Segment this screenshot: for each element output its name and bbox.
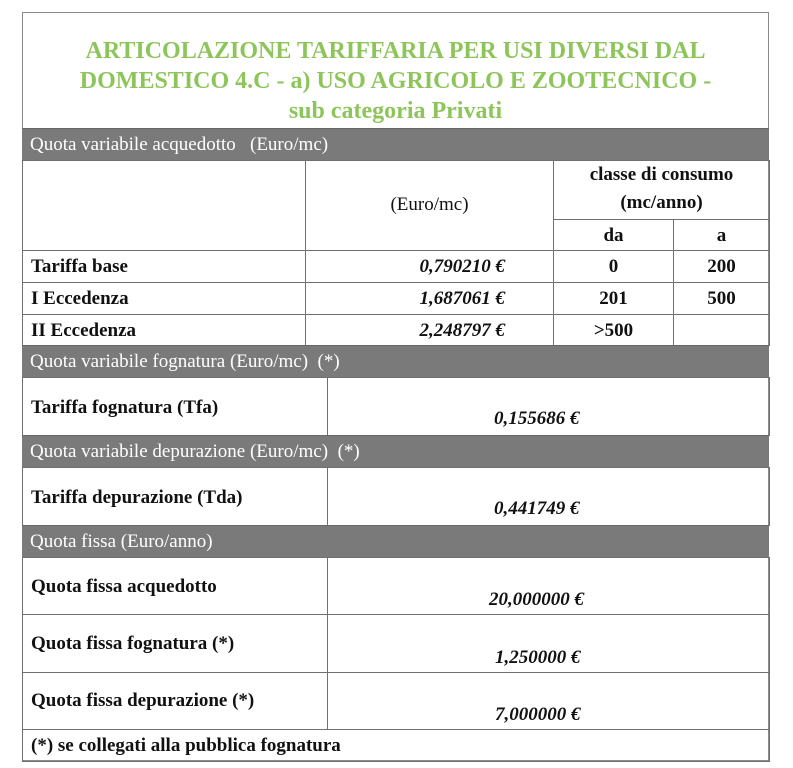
row-label: I Eccedenza <box>31 288 129 309</box>
fissa-label: Quota fissa depurazione (*) <box>31 690 255 711</box>
row-value: 1,687061 € <box>419 288 505 309</box>
fissa-value: 7,000000 € <box>495 704 581 725</box>
fissa-value: 1,250000 € <box>495 647 581 668</box>
header-da: da <box>603 225 624 246</box>
row-a: 200 <box>707 256 736 277</box>
row-da: 201 <box>599 288 628 309</box>
header-unit-cell <box>305 160 554 251</box>
row-value: 2,248797 € <box>419 320 505 341</box>
table-row-value-cell <box>305 282 554 315</box>
header-empty-cell <box>22 160 306 251</box>
fognatura-label-cell <box>22 377 328 436</box>
table-row-value-cell <box>305 314 554 346</box>
fissa-value-cell <box>327 672 770 730</box>
footnote: (*) se collegati alla pubblica fognatura <box>31 735 341 756</box>
fissa-value-cell <box>327 557 770 615</box>
section-band-fognatura: Quota variabile fognatura (Euro/mc) (*) <box>22 345 769 378</box>
table-row-a-cell <box>673 314 770 346</box>
title-line-2: DOMESTICO 4.C - a) USO AGRICOLO E ZOOTECNICO - <box>79 68 712 94</box>
title-line-3: sub categoria Privati <box>288 98 503 124</box>
table-row-value-cell <box>305 250 554 283</box>
fissa-value: 20,000000 € <box>489 589 584 610</box>
table-row-a-cell <box>673 250 770 283</box>
page-title <box>22 36 769 126</box>
title-line-1: ARTICOLAZIONE TARIFFARIA PER USI DIVERSI DAL <box>85 38 706 64</box>
header-classe-cell <box>553 160 770 220</box>
fognatura-label: Tariffa fognatura (Tfa) <box>31 397 219 418</box>
table-row-a-cell <box>673 282 770 315</box>
depurazione-value: 0,441749 € <box>494 498 580 519</box>
table-row-label-cell <box>22 250 306 283</box>
fognatura-value: 0,155686 € <box>494 408 580 429</box>
fissa-label: Quota fissa acquedotto <box>31 576 217 597</box>
header-unit: (Euro/mc) <box>390 194 469 215</box>
fognatura-value-cell <box>327 377 770 436</box>
header-da-cell <box>553 219 674 251</box>
fissa-label-cell <box>22 672 328 730</box>
header-classe-line2: (mc/anno) <box>620 192 703 213</box>
fissa-label-cell <box>22 557 328 615</box>
header-classe-line1: classe di consumo <box>589 164 734 185</box>
depurazione-label: Tariffa depurazione (Tda) <box>31 487 243 508</box>
row-da: 0 <box>608 256 619 277</box>
row-da: >500 <box>593 320 634 341</box>
section-band-acquedotto: Quota variabile acquedotto (Euro/mc) <box>22 128 769 161</box>
header-a: a <box>716 225 727 246</box>
table-row-da-cell <box>553 250 674 283</box>
row-a: 500 <box>707 288 736 309</box>
depurazione-label-cell <box>22 467 328 526</box>
footnote-cell <box>22 729 770 762</box>
row-value: 0,790210 € <box>419 256 505 277</box>
fissa-label: Quota fissa fognatura (*) <box>31 633 235 654</box>
row-label: II Eccedenza <box>31 320 137 341</box>
row-label: Tariffa base <box>31 256 128 277</box>
table-row-label-cell <box>22 282 306 315</box>
section-band-depurazione: Quota variabile depurazione (Euro/mc) (*) <box>22 435 769 468</box>
fissa-label-cell <box>22 614 328 673</box>
fissa-value-cell <box>327 614 770 673</box>
table-row-da-cell <box>553 314 674 346</box>
section-band-fissa: Quota fissa (Euro/anno) <box>22 525 769 558</box>
table-row-label-cell <box>22 314 306 346</box>
header-a-cell <box>673 219 770 251</box>
depurazione-value-cell <box>327 467 770 526</box>
table-row-da-cell <box>553 282 674 315</box>
